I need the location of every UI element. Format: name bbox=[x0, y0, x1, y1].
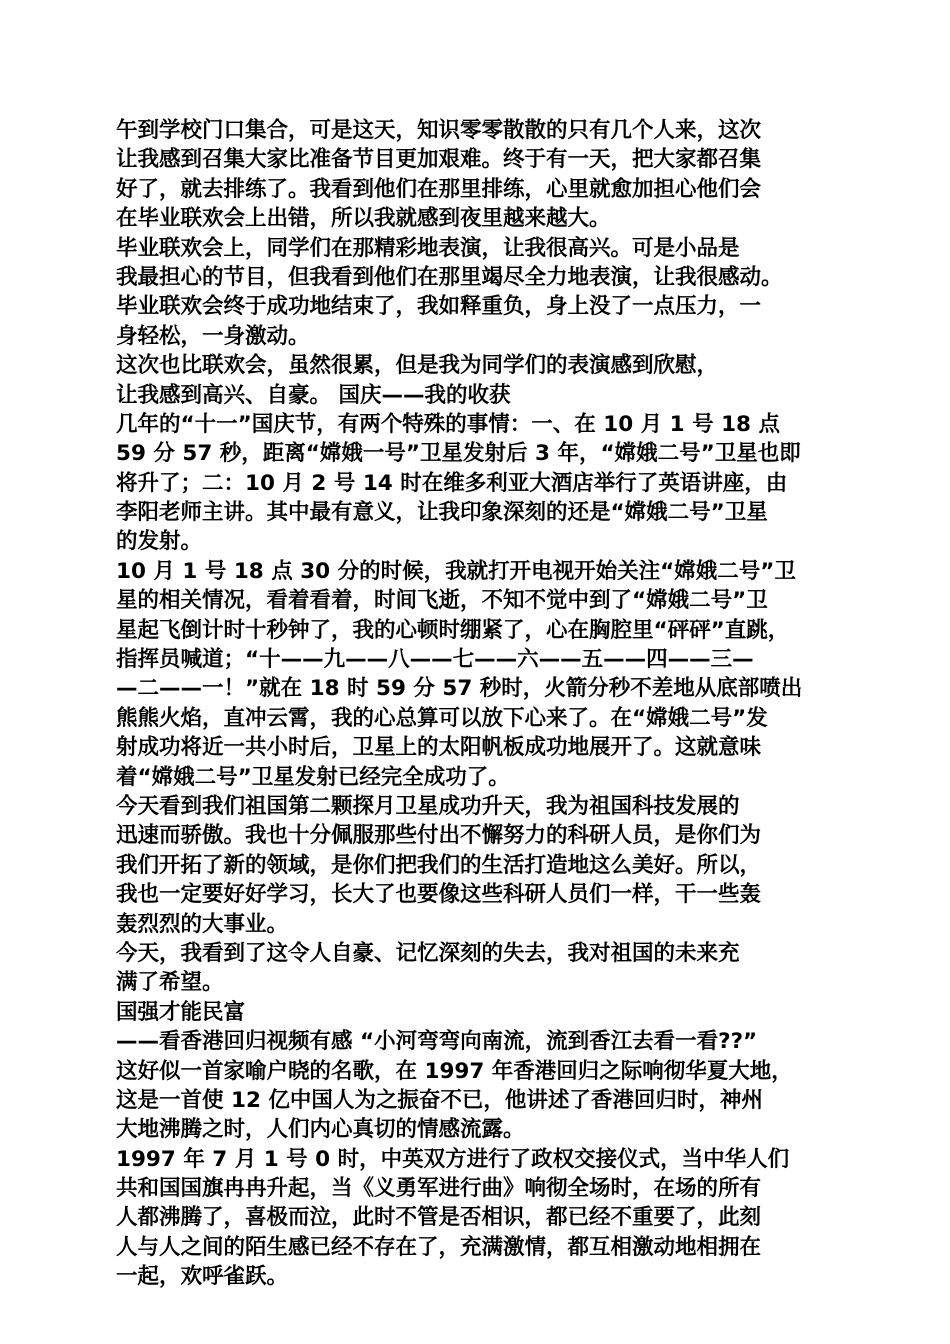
text-line: 满了希望。 bbox=[116, 970, 224, 996]
text-line: —二——一！”就在 18 时 59 分 57 秒时，火箭分秒不差地从底部喷出 bbox=[116, 676, 803, 702]
text-line: 今天，我看到了这令人自豪、记忆深刻的失去，我对祖国的未来充 bbox=[116, 940, 740, 966]
text-line: 59 分 57 秒，距离“嫦娥一号”卫星发射后 3 年，“嫦娥二号”卫星也即 bbox=[116, 441, 801, 467]
text-line: 大地沸腾之时，人们内心真切的情感流露。 bbox=[116, 1117, 525, 1143]
text-line: 这次也比联欢会，虽然很累，但是我为同学们的表演感到欣慰， bbox=[116, 353, 719, 379]
text-line: 1997 年 7 月 1 号 0 时，中英双方进行了政权交接仪式，当中华人们 bbox=[116, 1146, 790, 1172]
text-line: 让我感到召集大家比准备节目更加艰难。终于有一天，把大家都召集 bbox=[116, 147, 762, 173]
text-line: 毕业联欢会上，同学们在那精彩地表演，让我很高兴。可是小品是 bbox=[116, 235, 740, 261]
text-line: 好了，就去排练了。我看到他们在那里排练，心里就愈加担心他们会 bbox=[116, 176, 762, 202]
text-line: 星起飞倒计时十秒钟了，我的心顿时绷紧了，心在胸腔里“砰砰”直跳， bbox=[116, 617, 790, 643]
text-line: 午到学校门口集合，可是这天，知识零零散散的只有几个人来，这次 bbox=[116, 118, 762, 143]
text-line: 我们开拓了新的领域，是你们把我们的生活打造地这么美好。所以， bbox=[116, 852, 762, 878]
text-line: 今天看到我们祖国第二颗探月卫星成功升天，我为祖国科技发展的 bbox=[116, 793, 740, 819]
text-line: 李阳老师主讲。其中最有意义，让我印象深刻的还是“嫦娥二号”卫星 bbox=[116, 500, 768, 526]
text-line: 将升了；二：10 月 2 号 14 时在维多利亚大酒店举行了英语讲座，由 bbox=[116, 470, 788, 496]
text-line: 迅速而骄傲。我也十分佩服那些付出不懈努力的科研人员，是你们为 bbox=[116, 823, 762, 849]
text-line: 身轻松，一身激动。 bbox=[116, 323, 310, 349]
text-line: 星的相关情况，看着看着，时间飞逝，不知不觉中到了“嫦娥二号”卫 bbox=[116, 588, 768, 614]
text-line: 轰烈烈的大事业。 bbox=[116, 911, 289, 937]
text-line: 我也一定要好好学习，长大了也要像这些科研人员们一样，干一些轰 bbox=[116, 882, 762, 908]
text-line: 几年的“十一”国庆节，有两个特殊的事情：一、在 10 月 1 号 18 点 bbox=[116, 411, 780, 437]
text-line: 我最担心的节目，但我看到他们在那里竭尽全力地表演，让我很感动。 bbox=[116, 264, 783, 290]
document-body bbox=[116, 116, 838, 1292]
text-line: 着“嫦娥二号”卫星发射已经完全成功了。 bbox=[116, 764, 510, 790]
text-line: 毕业联欢会终于成功地结束了，我如释重负，身上没了一点压力，一 bbox=[116, 294, 762, 320]
text-line: 人都沸腾了，喜极而泣，此时不管是否相识，都已经不重要了，此刻 bbox=[116, 1205, 762, 1231]
text-line: 在毕业联欢会上出错，所以我就感到夜里越来越大。 bbox=[116, 206, 611, 232]
text-line: 一起，欢呼雀跃。 bbox=[116, 1264, 289, 1290]
text-line: 这好似一首家喻户晓的名歌，在 1997 年香港回归之际响彻华夏大地， bbox=[116, 1058, 793, 1084]
text-line: 的发射。 bbox=[116, 529, 203, 555]
text-line: 人与人之间的陌生感已经不存在了，充满激情，都互相激动地相拥在 bbox=[116, 1234, 762, 1260]
text-line: 10 月 1 号 18 点 30 分的时候，我就打开电视开始关注“嫦娥二号”卫 bbox=[116, 558, 796, 584]
text-line: 指挥员喊道；“十——九——八——七——六——五——四——三— bbox=[116, 647, 754, 673]
text-line: 这是一首使 12 亿中国人为之振奋不已，他讲述了香港回归时，神州 bbox=[116, 1087, 763, 1113]
text-line: 熊熊火焰，直冲云霄，我的心总算可以放下心来了。在“嫦娥二号”发 bbox=[116, 705, 768, 731]
text-line: 国强才能民富 bbox=[116, 999, 246, 1025]
text-line: 共和国国旗冉冉升起，当《义勇军进行曲》响彻全场时，在场的所有 bbox=[116, 1176, 762, 1202]
text-line: ——看香港回归视频有感 “小河弯弯向南流，流到香江去看一看??” bbox=[116, 1029, 758, 1055]
text-line: 让我感到高兴、自豪。 国庆——我的收获 bbox=[116, 382, 511, 408]
text-line: 射成功将近一共小时后，卫星上的太阳帆板成功地展开了。这就意味 bbox=[116, 735, 762, 761]
